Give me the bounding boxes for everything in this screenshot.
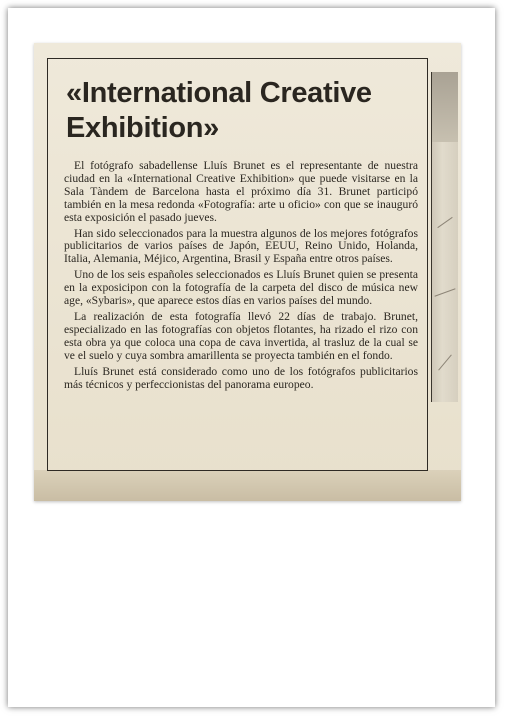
headline-line-2: Exhibition» (66, 112, 219, 144)
paragraph-4: La realización de esta fotografía llevó 22 días de trabajo. Brunet, especializado en las fotografías con objetos flotantes, ha rizado el rizo con esta obra ya que coloca una copa de cava invertida, al trasluz de la cual se ve el suelo y cuya sombra amarillenta se proyecta también en el fondo. (64, 309, 418, 362)
photo-line (438, 355, 452, 371)
paragraph-3: Uno de los seis españoles seleccionados es Lluís Brunet quien se presenta en la exposicipon con la fotografía de la carpeta del disco de música new age, «Sybaris», que aparece estos días en varios países del mundo. (64, 268, 418, 308)
photo-line (434, 288, 455, 296)
paragraph-1: El fotógrafo sabadellense Lluís Brunet es el representante de nuestra ciudad en la «International Creative Exhibition» que puede visitarse en la Sala Tàndem de Barcelona hasta el próximo día 31. Brunet participó también en la mesa redonda «Fotografía: arte u oficio» con que se inauguró esta exposición el pasado jueves. (64, 159, 418, 224)
clipping-bottom-edge (34, 470, 461, 501)
article-body (64, 160, 418, 394)
headline-line-1: «International Creative (66, 77, 372, 109)
adjacent-photo-fragment (431, 72, 458, 402)
photo-line (437, 217, 452, 228)
paragraph-2: Han sido seleccionados para la muestra algunos de los mejores fotógrafos publicitarios de varios países de Japón, EEUU, Reino Unido, Holanda, Italia, Alemania, Méjico, Argentina, Brasil y España entre otros países. (64, 226, 418, 266)
photo-shadow (432, 72, 458, 142)
paragraph-5: Lluís Brunet está considerado como uno de los fotógrafos publicitarios más técnicos y perfeccionistas del panorama europeo. (64, 364, 418, 391)
article-headline (66, 76, 426, 146)
